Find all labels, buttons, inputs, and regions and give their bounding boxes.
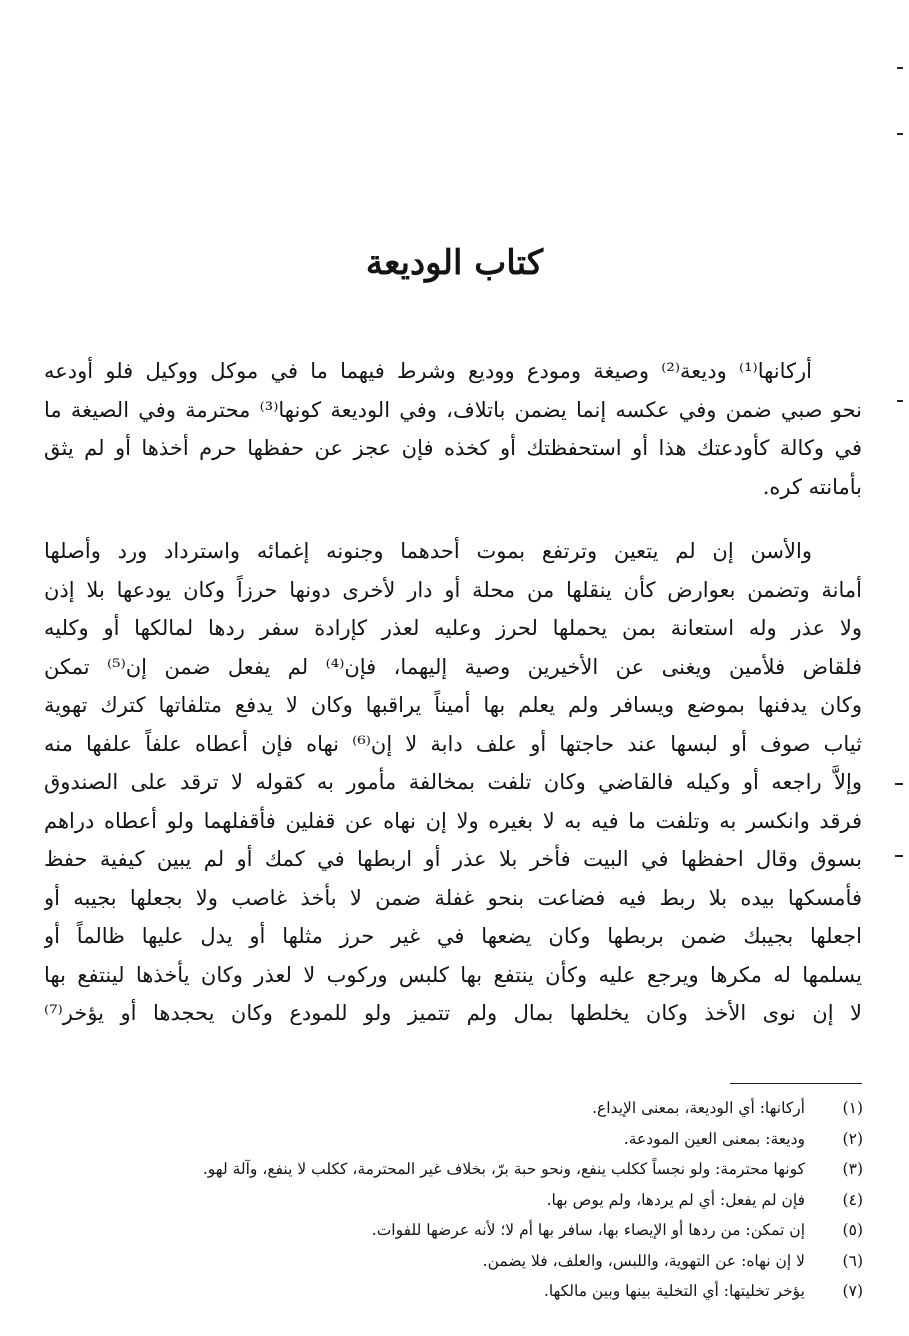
- footnotes: [45, 1093, 863, 1307]
- footnote: [45, 1093, 863, 1124]
- footnote-text: وديعة: بمعنى العين المودعة.: [623, 1129, 805, 1148]
- paragraph-2: [44, 532, 862, 1033]
- text-line: وكان يدفنها بموضع ويسافر ولم يعلم بها أميناً يراقبها وكان لا يدفع متلفاتها كترك تهوية: [44, 693, 862, 717]
- footnote: [45, 1246, 863, 1277]
- margin-mark: [895, 783, 903, 785]
- footnote-number: (١): [842, 1099, 863, 1117]
- footnote-text: لا إن نهاه: عن التهوية، واللبس، والعلف، فلا يضمن.: [482, 1251, 805, 1270]
- footnote-divider: [730, 1083, 862, 1084]
- footnote-text: يؤخر تخليتها: أي التخلية بينها وبين مالكها.: [543, 1282, 805, 1300]
- text-line: وإلاَّ راجعه أو وكيله فالقاضي وكان تلفت بمخالفة مأمور به كقوله لا ترقد على الصندوق: [44, 770, 862, 794]
- text-line: ثياب صوف أو لبسها عند حاجتها أو علف دابة لا إن⁽⁶⁾ نهاه فإن أعطاه علفاً علفها منه: [44, 731, 862, 756]
- footnote-number: (٣): [842, 1160, 863, 1178]
- footnote-text: أركانها: أي الوديعة، بمعنى الإيداع.: [592, 1099, 805, 1117]
- footnote: [45, 1124, 863, 1155]
- footnote-number: (٧): [842, 1282, 863, 1300]
- text-line: ولا عذر وله استعانة بمن يحملها لحرز وعليه لعذر كإرادة سفر ردها لمالكها أو وكليه: [44, 616, 862, 640]
- footnote: [45, 1154, 863, 1185]
- footnote-text: إن تمكن: من ردها أو الإيصاء بها، سافر بها أم لا؛ لأنه عرضها للفوات.: [371, 1221, 805, 1239]
- text-line: أمانة وتضمن بعوارض كأن ينقلها من محلة أو دار لأخرى دونها حرزاً وكان يودعها بلا إذن: [44, 577, 862, 602]
- text-line: اجعلها بجيبك ضمن بربطها وكان يضعها في غير حرز مثلها أو يدل عليها ظالماً أو: [44, 924, 862, 948]
- text-line: فرقد وانكسر به وتلفت ما فيه به لا بغيره ولا إن نهاه عن قفلين فأقفلهما ولو أعطاه دراهم: [44, 808, 862, 833]
- footnote-text: فإن لم يفعل: أي لم يردها، ولم يوص بها.: [546, 1190, 805, 1209]
- text-line: لا إن نوى الأخذ وكان يخلطها بمال ولم تتميز ولو للمودع وكان يحجدها أو يؤخر⁽⁷⁾: [44, 1001, 862, 1025]
- paragraph-1: [44, 352, 862, 506]
- text-line: فأمسكها بيده بلا ربط فيه فضاعت بنحو غفلة ضمن لا بأخذ غاصب ولا بجعلها بجيبه أو: [44, 885, 862, 910]
- footnote: [45, 1276, 863, 1307]
- footnote-number: (٢): [842, 1129, 863, 1148]
- text-line: يسلمها له مكرها ويرجع عليه وكأن ينتفع بها كلبس وركوب لا لعذر وكان يأخذها لينتفع بها: [44, 962, 862, 987]
- text-line: أركانها⁽¹⁾ وديعة⁽²⁾ وصيغة ومودع ووديع وشرط فيهما ما في موكل ووكيل فلو أودعه: [44, 359, 812, 383]
- text-line: بسوق وقال احفظها في البيت فأخر بلا عذر أو اربطها في كمك أو لم يبين كيفية حفظ: [44, 847, 862, 871]
- footnote-number: (٥): [842, 1221, 863, 1239]
- footnote-text: كونها محترمة: ولو نجساً ككلب ينفع، ونحو حبة برّ، بخلاف غير المحترمة، ككلب لا ينفع، وآلة لهو.: [202, 1160, 805, 1178]
- text-line: بأمانته كره.: [762, 474, 862, 499]
- margin-mark: [897, 400, 903, 402]
- text-line: في وكالة كأودعتك هذا أو استحفظتك أو كخذه فإن عجز عن حفظها حرم أخذها أو لم يثق: [44, 436, 862, 460]
- margin-mark: [895, 855, 903, 857]
- text-line: والأسن إن لم يتعين وترتفع بموت أحدهما وجنونه إغمائه واسترداد ورد وأصلها: [44, 539, 812, 563]
- text-line: فلقاض فلأمين ويغنى عن الأخيرين وصية إليهما، فإن⁽⁴⁾ لم يفعل ضمن إن⁽⁵⁾ تمكن: [44, 654, 862, 679]
- footnote: [45, 1185, 863, 1216]
- text-line: نحو صبي ضمن وفي عكسه إنما يضمن باتلاف، وفي الوديعة كونها⁽³⁾ محترمة وفي الصيغة ما: [44, 397, 862, 422]
- footnote-number: (٤): [842, 1190, 863, 1209]
- margin-mark: [897, 133, 903, 135]
- margin-mark: [897, 67, 903, 69]
- footnote: [45, 1215, 863, 1246]
- chapter-title: كتاب الوديعة: [365, 243, 544, 283]
- footnote-number: (٦): [842, 1251, 863, 1270]
